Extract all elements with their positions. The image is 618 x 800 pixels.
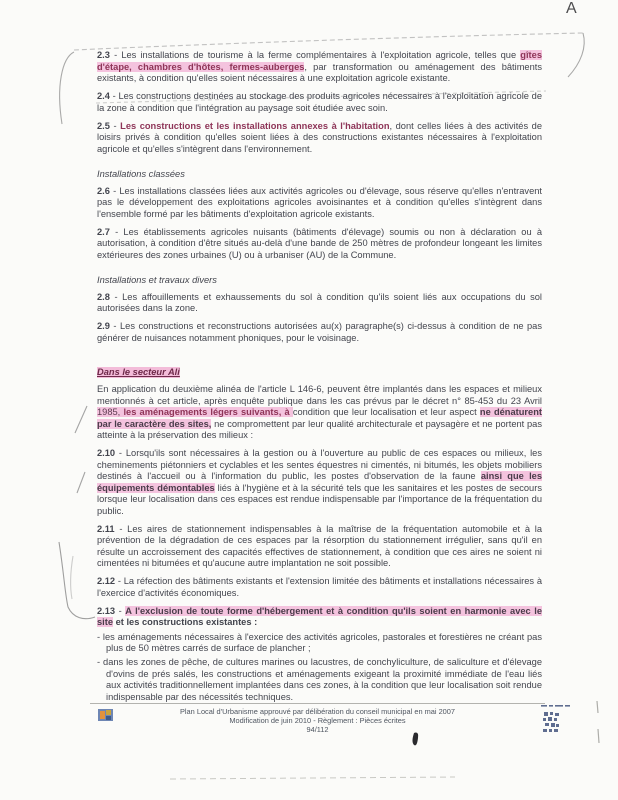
clause-text: - (109, 120, 121, 131)
clause-number: 2.3 (97, 50, 110, 60)
clause-text: - (115, 605, 126, 616)
list-item-text: dans les zones de pêche, de cultures marines ou lacustres, de conchyliculture, de saliculture et d'élevage d'ovins de prés salés, les constructions et aménagements exigeant la proximité immédiate de l'eau liés aux activités traditionnellement implantées dans ces zones, à la condition que leur localisation soit rendue indispensable par des nécessités techniques. (100, 657, 542, 702)
footer-faint-line (170, 777, 455, 779)
page-footer (90, 703, 545, 735)
clause-number: 2.5 (97, 120, 110, 131)
highlighted-phrase: A l'exclusion de toute forme d'hébergement et à condition qu'ils soient en harmonie avec le site (97, 605, 542, 627)
page-number: 94/112 (306, 725, 329, 735)
blue-stamp-mark (540, 704, 574, 744)
highlighted-phrase: 1985, (97, 407, 124, 417)
highlighted-phrase: les aménagements légers suivants, à (123, 407, 293, 417)
highlighted-phrase: ainsi que les équipements démontables (97, 471, 542, 493)
paragraph-2-12 (97, 576, 542, 599)
clause-number: 2.11 (97, 523, 115, 534)
footer-line-2: Modification de juin 2010 - Règlement : Pièces écrites (229, 716, 406, 726)
highlighted-phrase: ne dénaturent par le caractère des sites, (97, 407, 542, 429)
paragraph-2-7 (97, 227, 542, 262)
clause-text: - Les installations de tourisme à la ferme complémentaires à l'exploitation agricole, telles que (109, 50, 521, 60)
footer-line-1: Plan Local d'Urbanisme approuvé par délibération du conseil municipal en mai 2007 (179, 707, 456, 716)
sector-heading: Dans le secteur Ali (97, 366, 180, 377)
list-item (97, 657, 542, 703)
emphasized-phrase: Les constructions et les installations annexes à l'habitation (120, 120, 390, 131)
list-item-text: les aménagements nécessaires à l'exercice des activités agricoles, pastorales et forestières ne créant pas plus de 50 mètres carrés de surface de plancher ; (100, 631, 542, 653)
paragraph-2-10 (97, 448, 542, 517)
clause-text: - Les constructions et reconstructions autorisées au(x) paragraphe(s) ci-dessus à condition de ne pas générer de nuisances notamment phoniques, pour le voisinage. (97, 321, 542, 343)
clause-number: 2.6 (97, 185, 110, 196)
paragraph-2-11 (97, 524, 542, 570)
document-body (97, 50, 542, 706)
pen-slash-marks (75, 406, 87, 493)
bullet-dash: - (97, 657, 101, 667)
municipal-logo (98, 708, 113, 722)
clause-text: En application du deuxième alinéa de l'article L 146-6, peuvent être implantés dans les espaces et milieux mentionnés à cet article, après enquête publique dans les cas prévus par le décret n° 85-453 du 23 Avril (97, 384, 542, 406)
clause-text: - Les installations classées liées aux activités agricoles ou d'élevage, sous réserve qu'elles n'entravent pas le développement des exploitations agricoles avoisinantes et à condition qu'elles s'intègrent dans l'ensemble formé par les bâtiments d'exploitation agricole existants. (97, 185, 542, 219)
page-corner-letter: A (566, 0, 578, 17)
clause-text: - Les affouillements et exhaussements du sol à condition qu'ils soient liés aux occupations du sol autorisées dans la zone. (97, 291, 542, 313)
pen-check-mark (59, 542, 95, 619)
section-heading-travaux-divers: Installations et travaux divers (97, 275, 217, 285)
clause-text: - Lorsqu'ils sont nécessaires à la gestion ou à l'ouverture au public de ces espaces ou milieux, les cheminements piétonniers et cyclables et les sentes équestres ni cimentés, ni bitumés, les objets mobiliers destinés à l'accueil ou à l'information du public, les postes d'observation de la faune (97, 448, 542, 481)
clause-text: - La réfection des bâtiments existants et l'extension limitée des bâtiments et installations nécessaires à l'exercice d'activités économiques. (97, 576, 542, 598)
paragraph-2-8 (97, 292, 542, 315)
paragraph-2-6 (97, 186, 542, 221)
bullet-dash: - (97, 631, 101, 642)
clause-text: condition que leur localisation et leur aspect (292, 407, 480, 417)
paragraph-2-13 (97, 606, 542, 629)
paragraph-2-4 (97, 91, 542, 114)
highlighted-phrase: gîtes d'étape, chambres d'hôtes, fermes-auberges (97, 50, 542, 72)
clause-text: - Les constructions destinées au stockage des produits agricoles nécessaires à l'exploitation agricole de la zone à condition que l'intégration au paysage soit étudiée avec soin. (97, 91, 542, 113)
clause-text: ne compromettent par leur qualité architecturale et paysagère et ne portent pas atteinte à la préservation des milieux : (97, 418, 542, 440)
clause-text: , dont celles liées à des activités de loisirs privés à condition qu'elles soient liées à des constructions existantes nécessaires à l'exploitation agricole et qu'elles s'intègrent dans l'environnement. (97, 120, 542, 154)
paragraph-2-5 (97, 121, 542, 156)
clause-number: 2.7 (97, 226, 110, 237)
clause-text: - Les aires de stationnement indispensables à la maîtrise de la fréquentation automobile et à la prévention de la dégradation de ces espaces par la résorption du stationnement irrégulier, sans qu'il en résulte un accroissement des capacités effectives de stationnement, à condition que ces aires ne soient ni cimentées ni bitumées et qu'aucune autre implantation ne soit possible. (97, 523, 542, 568)
clause-number: 2.8 (97, 291, 110, 302)
paragraph-2-3 (97, 50, 542, 85)
clause-text: - Les établissements agricoles nuisants (bâtiments d'élevage) soumis ou non à déclaration ou à autorisation, à condition d'être situés au-delà d'une bande de 250 mètres de profondeur longeant les limites extérieures des zones urbaines (U) ou à urbaniser (AU) de la Commune. (97, 226, 542, 260)
paragraph-intro-secteur (97, 384, 542, 442)
clause-number: 2.12 (97, 576, 116, 586)
scan-edge-ticks (597, 701, 599, 743)
clause-text: liés à l'hygiène et à la sécurité tels que les sanitaires et les postes de secours lorsque leur localisation dans ces espaces est rendue indispensable par l'importance de la fréquentation du public. (97, 482, 542, 516)
paragraph-2-9 (97, 321, 542, 344)
clause-number: 2.10 (97, 448, 116, 458)
section-heading-installations-classees: Installations classées (97, 169, 185, 179)
list-item (97, 632, 542, 655)
clause-number: 2.9 (97, 321, 110, 331)
emphasized-phrase: et les constructions existantes : (113, 617, 258, 627)
clause-number: 2.4 (97, 91, 110, 101)
clause-text: , par transformation ou aménagement des bâtiments existants, à condition qu'elles soient nécessaires à une exploitation agricole existante. (97, 61, 543, 83)
clause-number: 2.13 (97, 605, 116, 616)
